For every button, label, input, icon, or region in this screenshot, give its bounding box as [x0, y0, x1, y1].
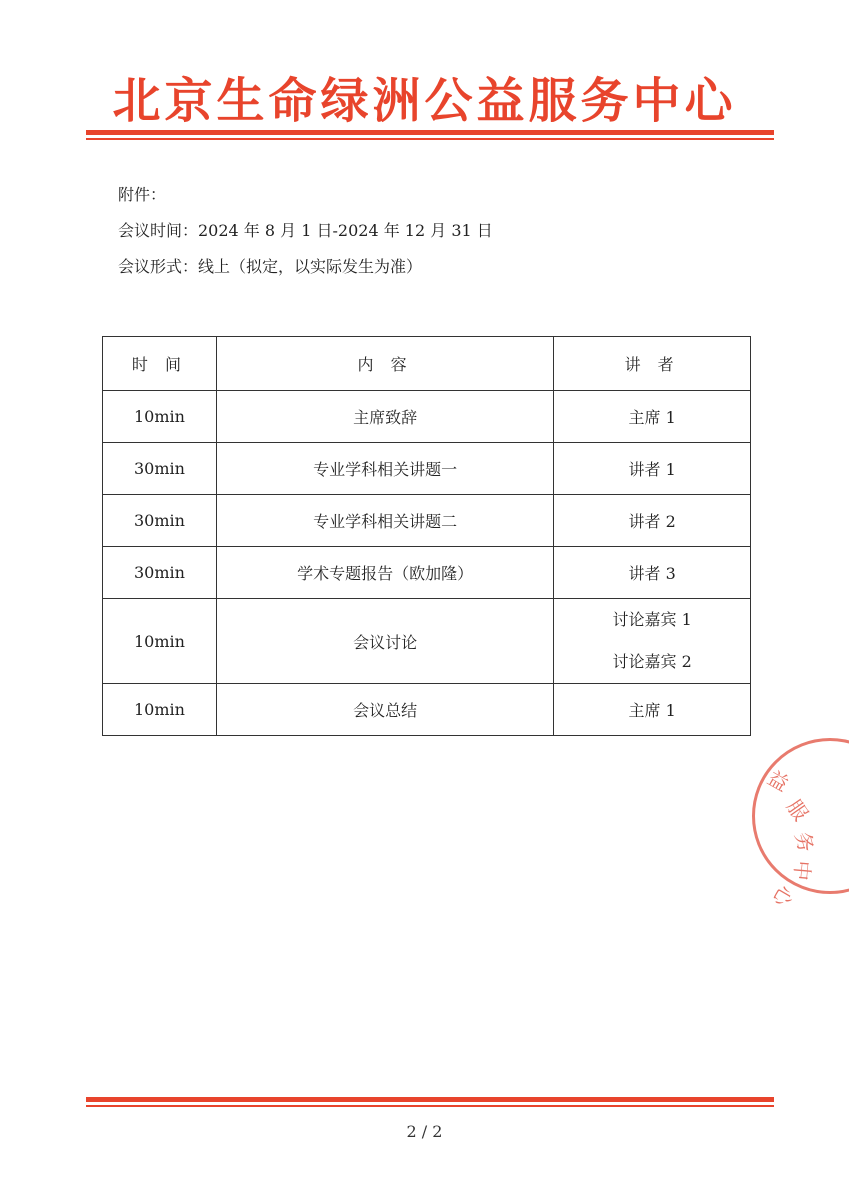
row-speaker: 讲者 1	[554, 443, 751, 495]
table-header-row	[103, 337, 751, 391]
attachment-label: 附件：	[118, 185, 167, 204]
row-speaker	[554, 599, 751, 684]
svg-text:务: 务	[790, 829, 819, 855]
table-row	[103, 495, 751, 547]
row-time: 30min	[103, 495, 217, 547]
row-speaker: 主席 1	[554, 391, 751, 443]
table-row	[103, 391, 751, 443]
table-row	[103, 547, 751, 599]
svg-text:心: 心	[767, 881, 799, 911]
page-number: 2 / 2	[406, 1122, 443, 1141]
row-content: 会议讨论	[216, 599, 553, 684]
table-row	[103, 684, 751, 736]
official-seal	[752, 738, 849, 894]
table-row	[103, 443, 751, 495]
meeting-time: 会议时间：2024 年 8 月 1 日-2024 年 12 月 31 日	[118, 221, 493, 240]
row-time: 30min	[103, 443, 217, 495]
header-content: 内 容	[216, 337, 553, 391]
letterhead-divider-thin	[86, 138, 774, 140]
speaker-line: 讨论嘉宾 2	[612, 652, 692, 671]
header-time: 时 间	[103, 337, 217, 391]
meeting-format: 会议形式：线上（拟定，以实际发生为准）	[118, 257, 423, 276]
row-speaker: 主席 1	[554, 684, 751, 736]
row-content: 专业学科相关讲题二	[216, 495, 553, 547]
table-row	[103, 599, 751, 684]
row-content: 学术专题报告（欧加隆）	[216, 547, 553, 599]
letterhead-divider	[86, 130, 774, 135]
svg-text:益: 益	[763, 765, 793, 797]
letterhead-title: 北京生命绿洲公益服务中心	[112, 73, 737, 129]
row-speaker: 讲者 2	[554, 495, 751, 547]
header-speaker: 讲 者	[554, 337, 751, 391]
svg-text:服: 服	[781, 795, 814, 826]
speaker-line: 讨论嘉宾 1	[612, 610, 692, 629]
svg-text:中: 中	[789, 859, 815, 882]
row-time: 10min	[103, 599, 217, 684]
row-speaker: 讲者 3	[554, 547, 751, 599]
footer-divider	[86, 1097, 774, 1102]
row-content: 专业学科相关讲题一	[216, 443, 553, 495]
footer-divider-thin	[86, 1105, 774, 1107]
row-content: 会议总结	[216, 684, 553, 736]
agenda-table	[102, 336, 751, 736]
row-content: 主席致辞	[216, 391, 553, 443]
row-time: 10min	[103, 391, 217, 443]
row-time: 30min	[103, 547, 217, 599]
row-time: 10min	[103, 684, 217, 736]
